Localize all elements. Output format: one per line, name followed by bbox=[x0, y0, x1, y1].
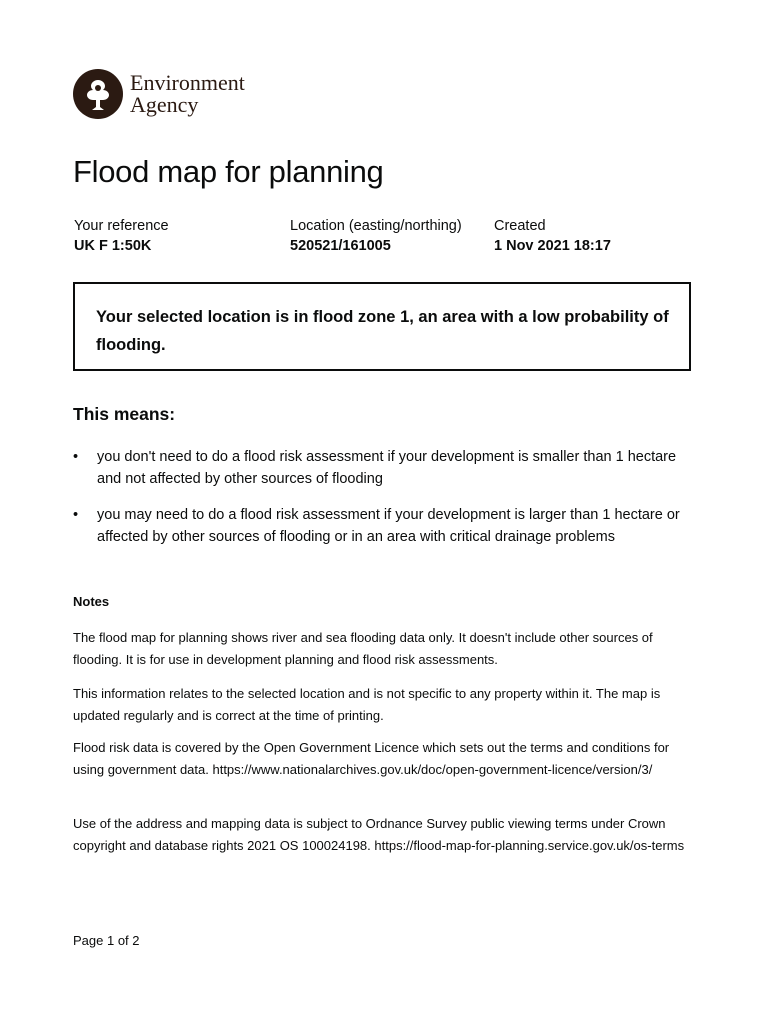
reference-block bbox=[74, 216, 169, 256]
page-number: Page 1 of 2 bbox=[73, 933, 140, 948]
list-item bbox=[73, 504, 693, 548]
page-title: Flood map for planning bbox=[73, 154, 384, 189]
bullet-text: you don't need to do a flood risk assessment if your development is smaller than 1 hectare and not affected by other sources of flooding bbox=[97, 449, 677, 487]
created-block bbox=[494, 216, 611, 256]
list-item bbox=[73, 446, 693, 490]
environment-agency-tree-icon bbox=[72, 68, 124, 120]
notes-paragraph: The flood map for planning shows river and sea flooding data only. It doesn't include other sources of flooding. It is for use in development planning and flood risk assessments. bbox=[73, 630, 653, 667]
logo-line-2: Agency bbox=[130, 92, 199, 117]
notes-heading: Notes bbox=[73, 594, 110, 609]
location-block bbox=[290, 216, 462, 256]
notes-paragraph: Use of the address and mapping data is subject to Ordnance Survey public viewing terms under Crown copyright and database rights 2021 OS 100024198. https://flood-map-for-planning.service.gov.uk/os-terms bbox=[73, 816, 685, 853]
notes-paragraph: Flood risk data is covered by the Open Government Licence which sets out the terms and conditions for using government data. https://www.nationalarchives.gov.uk/doc/open-government-licence/version/3/ bbox=[73, 740, 670, 777]
created-value: 1 Nov 2021 18:17 bbox=[494, 238, 611, 254]
environment-agency-logo bbox=[72, 68, 245, 120]
notes-paragraph: This information relates to the selected location and is not specific to any property within it. The map is updated regularly and is correct at the time of printing. bbox=[73, 686, 661, 723]
flood-zone-text: Your selected location is in flood zone 1, an area with a low probability of flooding. bbox=[96, 308, 669, 354]
bullet-icon: • bbox=[73, 449, 79, 465]
bullet-icon: • bbox=[73, 507, 79, 523]
reference-label: Your reference bbox=[74, 218, 169, 234]
location-label: Location (easting/northing) bbox=[290, 218, 462, 234]
bullet-text: you may need to do a flood risk assessment if your development is larger than 1 hectare or affected by other sources of flooding or in an area with critical drainage problems bbox=[97, 507, 680, 545]
created-label: Created bbox=[494, 218, 546, 234]
reference-value: UK F 1:50K bbox=[74, 238, 152, 254]
means-list bbox=[73, 446, 693, 562]
logo-line-1: Environment bbox=[130, 70, 245, 95]
location-value: 520521/161005 bbox=[290, 238, 391, 254]
means-heading: This means: bbox=[73, 404, 176, 424]
flood-zone-callout bbox=[73, 282, 691, 371]
